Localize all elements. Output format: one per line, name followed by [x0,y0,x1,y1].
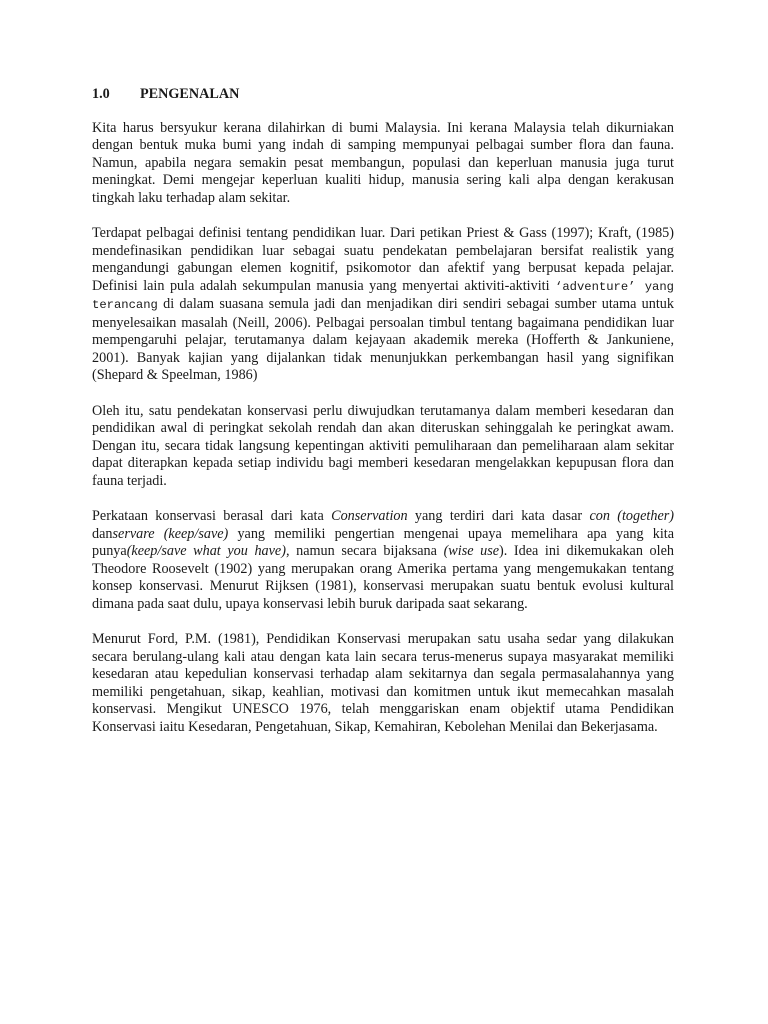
paragraph-4-italic-2: con (together) [589,508,674,524]
paragraph-4-italic-5: (wise use [443,543,500,559]
paragraph-4-text-5: , namun secara bijaksana [285,543,444,559]
paragraph-4-italic-3: servare (keep/save) [112,525,229,542]
paragraph-4-text-1: Perkataan konservasi berasal dari kata [92,508,332,524]
paragraph-1: Kita harus bersyukur kerana dilahirkan di bumi Malaysia. Ini kerana Malaysia telah dikurniakan dengan bentuk muka bumi yang indah di samping mempunyai pelbagai sumber flora dan fauna. Namun, apabila negara semakin pesat membangun, populasi dan keperluan manusia juga turut meningkat. Demi mengejar keperluan kualiti hidup, manusia sering kali alpa dengan kerakusan tingkah laku terhadap alam sekitar. [92,119,674,206]
paragraph-4-text-3: dan [92,525,113,542]
paragraph-4-text-4: yang memiliki pengertian mengenai upaya memelihara apa yang kita punya [92,525,674,559]
section-number: 1.0 [92,86,110,102]
paragraph-3: Oleh itu, satu pendekatan konservasi perlu diwujudkan terutamanya dalam memberi kesedaran dan pendidikan awal di peringkat sekolah rendah dan akan diteruskan sehinggalah ke peringkat awam. Dengan itu, secara tidak langsung kepentingan aktiviti pemuliharaan dan pemeliharaan alam sekitar dapat diterapkan kepada setiap individu bagi memberi kesedaran mengelakkan kepupusan flora dan fauna terjadi. [92,402,674,489]
paragraph-4-text-6: ). Idea ini dikemukakan oleh Theodore Roosevelt (1902) yang merupakan orang Amerika pertama yang mengemukakan tentang konsep konservasi. Menurut Rijksen (1981), konservasi merupakan suatu bentuk evolusi kultural dimana pada saat dulu, upaya konservasi lebih buruk daripada saat sekarang. [92,543,674,612]
section-heading [92,86,674,104]
paragraph-4-italic-4: (keep/save what you have) [126,543,286,559]
paragraph-4 [92,508,674,613]
paragraph-4-text-2: yang terdiri dari kata dasar [407,508,590,524]
paragraph-4-italic-1: Conservation [331,508,408,524]
document-page [92,86,674,754]
paragraph-5: Menurut Ford, P.M. (1981), Pendidikan Konservasi merupakan satu usaha sedar yang dilakukan secara berulang-ulang kali atau dengan kata lain secara terus-menerus supaya masyarakat memiliki kesedaran atau kepedulian konservasi terhadap alam sekitarnya dan segala permasalahannya yang memiliki pengetahuan, sikap, keahlian, motivasi dan komitmen untuk ikut memecahkan masalah konservasi. Mengikut UNESCO 1976, telah menggariskan enam objektif utama Pendidikan Konservasi iaitu Kesedaran, Pengetahuan, Sikap, Kemahiran, Kebolehan Menilai dan Bekerjasama. [92,631,674,735]
paragraph-2-mono-phrase: ‘adventure’ yang terancang [92,279,674,312]
paragraph-2 [92,225,674,385]
section-title: PENGENALAN [140,86,240,102]
paragraph-2-part-b: di dalam suasana semula jadi dan menjadikan diri sendiri sebagai sumber utama untuk menyelesaikan masalah (Neill, 2006). Pelbagai persoalan timbul tentang bagaimana pendidikan luar mempengaruhi pelajar, terutamanya dalam kejayaan akademik mereka (Hofferth & Jankuniene, 2001). Banyak kajian yang dijalankan tidak menunjukkan perkembangan hasil yang signifikan (Shepard & Speelman, 1986) [92,296,674,383]
paragraph-2-part-a: Terdapat pelbagai definisi tentang pendidikan luar. Dari petikan Priest & Gass (1997); Kraft, (1985) mendefinasikan pendidikan luar sebagai suatu pendekatan pembelajaran bersifat realistik yang mengandungi gabungan elemen kognitif, psikomotor dan afektif yang berpusat kepada pelajar. Definisi lain pula adalah sekumpulan manusia yang menyertai aktiviti-aktiviti [92,225,674,294]
